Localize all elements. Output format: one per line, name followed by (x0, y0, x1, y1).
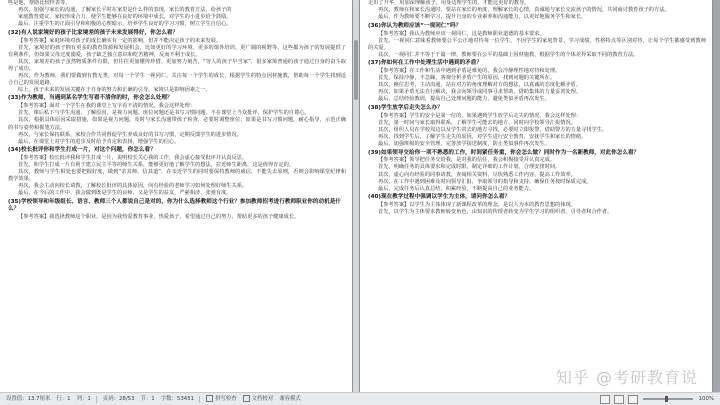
answer-intro: 【参考答案】学生的安全是第一位的，如果遇到学生放学后走失的情况，我会这样处理： (378, 112, 582, 119)
answer-paragraph: 再次，找到学生后，了解学生走失的原因，对学生进行安全教育，安抚学生和家长的情绪。 (378, 133, 587, 140)
spell-check-toggle[interactable] (206, 393, 237, 405)
answer-intro: 【参考答案】校长批评我和学生打成一片，说明校长关心我的工作，我会虚心接受批评并认真反思。 (18, 155, 248, 162)
paragraph: 走出了升华，用加深理解孩子，用身边理学生的，才能比更好的教导。 (368, 0, 530, 6)
question-heading: (38)学生放学后走失怎么办？ (368, 104, 443, 111)
watermark: 知乎 @考研教育说 (555, 368, 698, 387)
answer-intro: 【参考答案】面对一个学生在我的课堂上写字看不清的情况，我会这样处理： (18, 103, 196, 110)
answer-paragraph: 首先，和学生打成一片有利于建立民主平等的师生关系，能够更好地了解学生的想法，拉近师生距离，这是值得肯定的。 (18, 162, 294, 169)
answer-paragraph: 其次，虚心向有经验的同事请教，查阅相关资料，尽快熟悉工作内容，提高工作效率。 (378, 171, 576, 178)
scrollbar-thumb[interactable] (354, 40, 358, 100)
answer-intro: 【参考答案】家庭环境对孩子的成长确实有一定的影响，但并不能决定孩子的未来发展。 (18, 37, 222, 44)
vertical-scrollbar[interactable] (353, 0, 359, 392)
answer-paragraph: 首先，明确任务的具体要求和完成时限，制定详细的工作计划，合理安排时间。 (378, 164, 561, 171)
answer-paragraph: 最后，完成任务后认真总结，积累经验，不断提高自己的业务能力。 (378, 185, 535, 192)
divider (199, 396, 200, 403)
answer-paragraph: 综上，孩子未来的发展关键在于自身的努力和正确的引导，家境只是影响因素之一。 (18, 86, 211, 93)
question-heading: (39)如果领导交给你一项不熟悉的工作，时间紧任务重，你会怎么做？同时作为一名新教师，对此你怎么看？ (368, 149, 640, 156)
answer-paragraph: 最后，在课堂上对学生的进步及时给予肯定和表扬，增强学生的信心。 (18, 138, 180, 145)
paragraph: 最后，作为教师要不断学习，提升自身的专业素养和沟通能力，以更好地服务学生和家长。 (378, 14, 587, 21)
answer-intro: 【参考答案】我认为教师应该一视同仁，这是教师职业道德的基本要求。 (378, 30, 545, 37)
answer-paragraph: 首先，保持冷静，不急躁，客观分析矛盾产生的原因，找到问题的关键所在。 (378, 75, 556, 82)
status-bar (0, 392, 720, 405)
status-row: 行：1 (56, 396, 71, 402)
web-view-button[interactable] (614, 395, 624, 404)
answer-paragraph: 其次，根据具体原因采取措施，如果是视力问题，及时与家长沟通带孩子检查，必要时调整座位；如果是书写习惯问题，耐心指导，示范正确的书写姿势和握笔方法。 (8, 117, 346, 131)
question-heading: (40)现在教学过程中强调以学生为主体，请问你怎么看？ (368, 194, 511, 201)
page-text-left (8, 0, 346, 221)
paragraph: 家庭教育建议，家校形成合力，使学生能够在良好的环境中成长，对学生的小进步给予鼓励。 (18, 14, 232, 21)
doc-check-label: 文档校对 (251, 396, 274, 402)
paragraph: 再次，加强与家长的沟通，了解家长平时在家里是什么样的表现，家长的教育方法，给孩子的 (18, 7, 232, 14)
answer-paragraph: 首先，家境好的孩子拥有更多的教育资源和发展机会，比如更好的学习环境、更多的课外培训、更广阔的视野等，这些都为孩子的发展提供了有利条件，但如果父母过度溺爱，孩子缺乏独立意识和吃苦精神，反而不利于成长。 (8, 44, 346, 58)
answer-paragraph: 再次，我会主动向校长请教，了解校长批评的具体原因，向有经验的老师学习如何处理好师生关系。 (18, 183, 248, 190)
answer-paragraph: 再次，在工作中遇到困难及时向领导汇报，争取领导的指导和支持，确保任务按时保质完成。 (378, 178, 592, 185)
answer-paragraph: 再次，与家长保持联系，家校合作共同督促学生养成良好的书写习惯，定期反馈学生的进步情况。 (18, 131, 242, 138)
answer-paragraph: 最后，在今后的工作中，我会做到既是学生的良师，又是学生的益友，严慈相济，张弛有度。 (18, 190, 232, 197)
compat-mode-label: 兼容模式 (279, 396, 301, 402)
answer-paragraph: 其次，换位思考，主动沟通，站在对方的角度理解对方的想法，以真诚的态度化解矛盾。 (378, 82, 582, 89)
question-heading: (36)你认为教师应该“一视同仁”吗？ (368, 22, 462, 29)
answer-intro: 【参考答案】在工作和生活中遇到矛盾是难免的，我会冷静理性地对待和处理。 (378, 68, 561, 75)
view-controls (596, 393, 720, 405)
page-text-right (368, 0, 706, 216)
zoom-level[interactable]: 100% (698, 396, 714, 402)
answer-paragraph: 首先，一视同仁意味着教师要公平公正地对待每一位学生，不因学生的家庭背景、学习成绩、性格特点等区别对待，让每个学生都感受到教师的关爱。 (368, 37, 706, 51)
answer-paragraph: 首先，第一时间与家长取得联系，了解学生可能去的地方，同时向学校领导汇报情况。 (378, 119, 576, 126)
paragraph: 些是他，帮助比较样表等。 (8, 0, 71, 6)
doc-check-toggle[interactable] (243, 393, 274, 405)
question-heading: (33)作为教师，当遇到某名学生写看不清你的时，你会怎么处理？ (8, 95, 173, 102)
checkbox-icon (243, 395, 250, 402)
question-heading: (34)校长批评你和学生打成一片，对这个问题，你怎么看？ (8, 147, 156, 154)
answer-paragraph: 首先，以学生为主体要求教师转变角色，由知识的传授者转变为学生学习的组织者、引导者和合作者。 (378, 209, 613, 216)
paragraph: 最后，注重学生的正面引导和积极的心理暗示，培养学生良好的学习习惯，树立学生自信心。 (18, 21, 232, 28)
checkbox-icon (206, 395, 213, 402)
answer-paragraph: 其次，教师与学生相处也要把握好度，做到“亲其师，信其道”，在亲近学生的同时要保持教师的威信，不能失去原则，否则会影响课堂纪律和教学效果。 (8, 169, 346, 183)
zoom-slider[interactable] (643, 398, 693, 400)
spell-check-label: 拼写检查 (215, 396, 237, 402)
status-word-count[interactable]: 字数：53451 (160, 396, 195, 402)
answer-paragraph: 其次，组织人员在学校周边以及学生常去的地方寻找，必要时立即报警，借助警方的力量寻找学生。 (378, 126, 608, 133)
answer-paragraph: 最后，加强班级的安全管理，完善放学接送制度，防止类似事件再次发生。 (378, 140, 550, 147)
answer-paragraph: 其次，家境差的孩子虽然物质条件有限，但往往更加懂得珍惜、更加努力刻苦，“穷人的孩子早当家”，很多家境普通的孩子通过自身的奋斗取得了成功。 (8, 58, 346, 72)
document-page-left[interactable] (0, 0, 352, 392)
paragraph: 再次，教师在和家长沟通时，要站在家长的角度，理解家长的心情，真诚地与家长交流孩子的情况，共同商讨教育孩子的方法。 (378, 7, 670, 14)
reading-view-button[interactable] (628, 395, 638, 404)
status-page-count[interactable]: 页码：28/53 (102, 396, 135, 402)
answer-paragraph: 首先，课后私下与学生沟通，了解原因，是视力问题、座位问题还是书写习惯问题，不在课堂上当众批评，保护学生的自尊心。 (18, 110, 310, 117)
status-section: 节：1 (140, 396, 155, 402)
answer-intro: 【参考答案】以学生为主体体现了新课程改革的理念，是以人为本的教育思想的体现。 (378, 202, 576, 209)
answer-paragraph: 最后，总结经验教训，提高自己处理问题的能力，避免类似矛盾再次发生。 (378, 96, 550, 103)
divider (96, 396, 97, 403)
answer-intro: 【参考答案】领导把任务交给我，是对我的信任，我会积极接受并认真完成。 (378, 157, 556, 164)
page-view-button[interactable] (600, 395, 610, 404)
status-col: 列：1 (76, 396, 91, 402)
question-heading: (37)你如何在工作中处理生活中遇到的矛盾？ (368, 60, 483, 67)
status-setting: 设置值：13.7厘米 (6, 396, 51, 402)
document-page-right[interactable] (360, 0, 712, 392)
answer-paragraph: 其次，一视同仁并不等于千篇一律，教师要在公平的基础上因材施教，根据学生的个体差异采取不同的教育方法。 (378, 51, 639, 58)
answer-paragraph: 再次，如果矛盾无法自行解决，我会向领导或同事寻求帮助，借助集体的力量妥善处理。 (378, 89, 582, 96)
answer-paragraph: 再次，作为教师，我们要做到有教无类，对每一个学生一视同仁，关注每一个学生的成长，根据学生的特点因材施教，帮助每一个学生找到适合自己的发展道路。 (8, 72, 346, 86)
answer-intro: 【参考答案】我选择教师这个职业，是因为我热爱教育事业，热爱孩子，希望通过自己的努力，帮助更多的孩子健康成长。 (18, 214, 300, 221)
question-heading: (35)学校领导和年级组长、语言、教师三个人都说自己是对的，你为什么选择教师这个行业？参加教师招考进行教师职业你的动机是什么？ (8, 198, 341, 213)
question-heading: (32)有人说家境好的孩子比家境差的孩子未来发展得好，你怎么看？ (8, 29, 179, 36)
